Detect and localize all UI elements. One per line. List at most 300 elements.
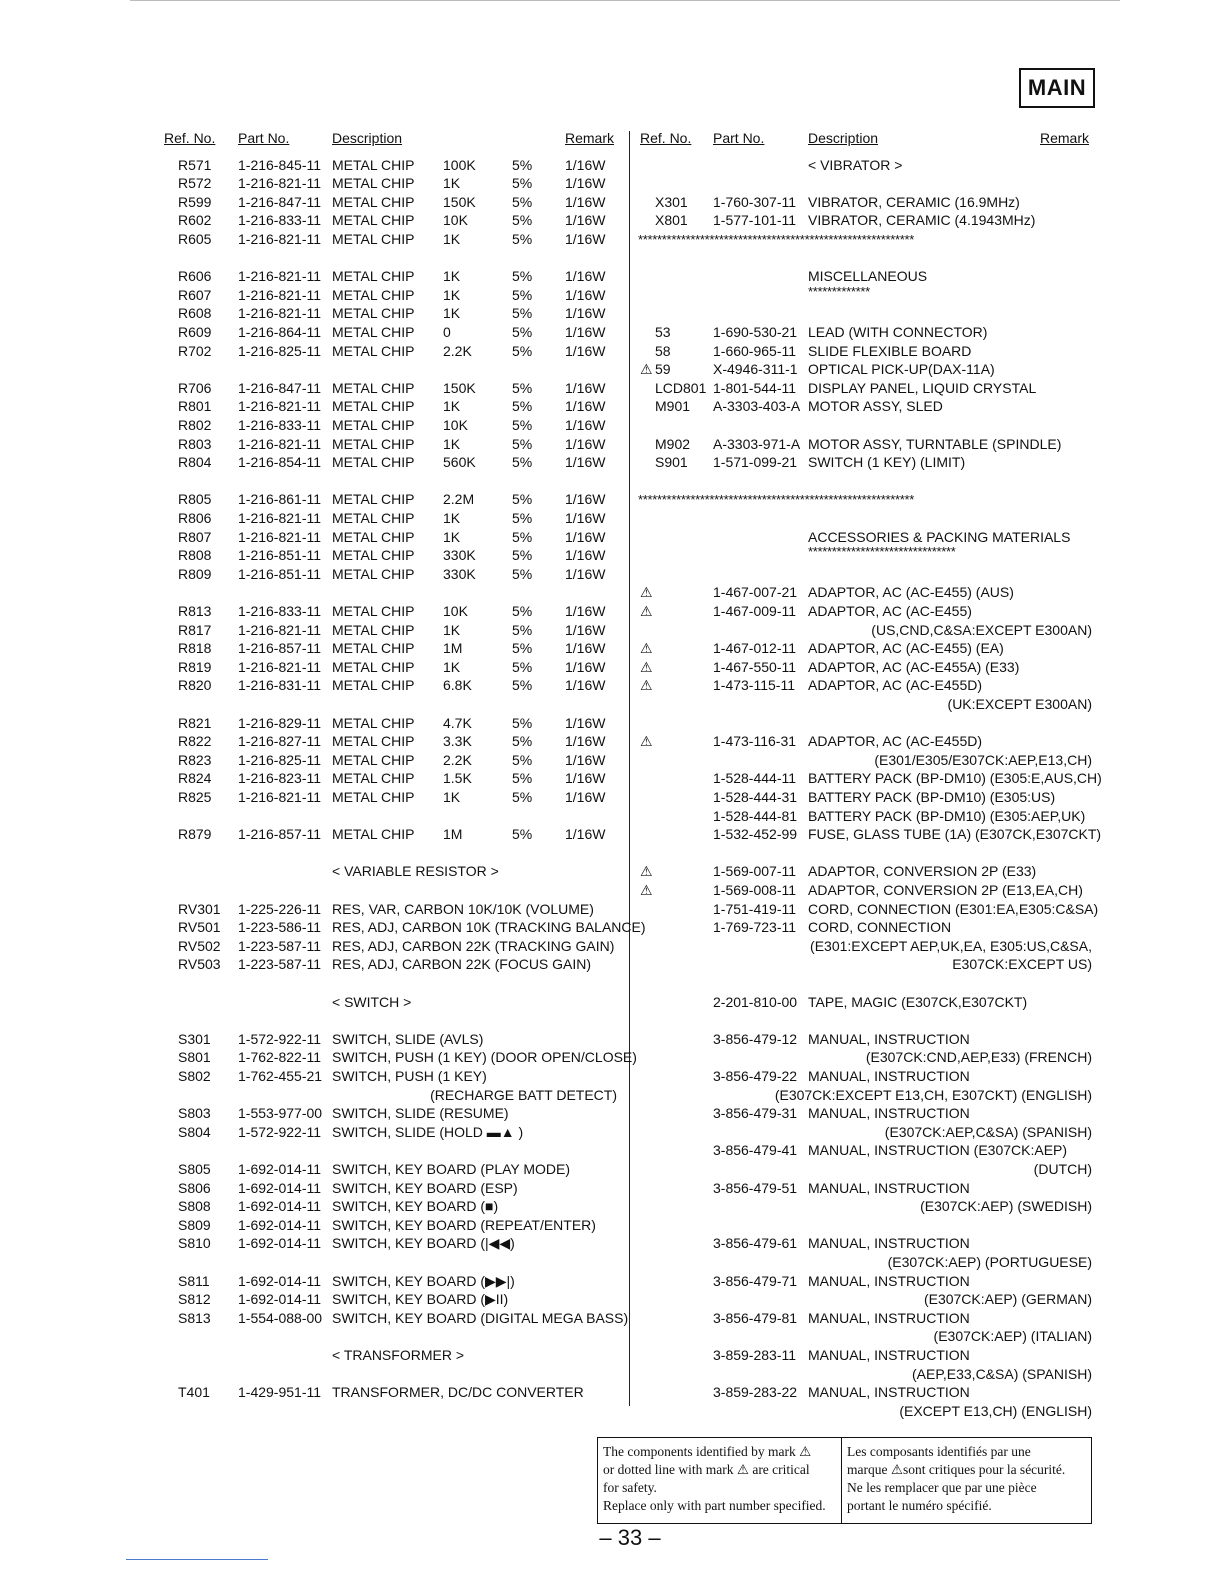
tolerance: 5%: [512, 677, 533, 694]
warning-icon: ⚠: [640, 677, 653, 694]
value: 6.8K: [443, 677, 472, 694]
description: ADAPTOR, AC (AC-E455D): [808, 677, 983, 694]
ref-no: R817: [178, 621, 212, 638]
part-no: 1-760-307-11: [713, 193, 797, 210]
description: METAL CHIP: [332, 342, 415, 359]
description: SWITCH, KEY BOARD (■): [332, 1198, 499, 1215]
part-no: 1-216-829-11: [238, 714, 322, 731]
header-remark: Remark: [565, 130, 615, 146]
part-no: 1-216-854-11: [238, 454, 322, 471]
remark: 1/16W: [565, 714, 606, 731]
value: 1K: [443, 435, 461, 452]
ref-no: S804: [178, 1123, 211, 1140]
description: METAL CHIP: [332, 323, 415, 340]
description: SWITCH, KEY BOARD (PLAY MODE): [332, 1160, 571, 1177]
separator-stars: **********************************************************: [638, 492, 915, 508]
tolerance: 5%: [512, 565, 533, 582]
description: SWITCH, KEY BOARD (▶II): [332, 1291, 509, 1308]
description: METAL CHIP: [332, 286, 415, 303]
description: METAL CHIP: [332, 751, 415, 768]
part-no: 1-216-851-11: [238, 565, 322, 582]
description: BATTERY PACK (BP-DM10) (E305:AEP,UK): [808, 807, 1086, 824]
value: 1K: [443, 398, 461, 415]
value: 150K: [443, 193, 476, 210]
remark: 1/16W: [565, 565, 606, 582]
ref-no: R608: [178, 305, 212, 322]
column-divider: [629, 131, 630, 1406]
remark: 1/16W: [565, 658, 606, 675]
ref-no: 58: [655, 342, 671, 359]
ref-no: R607: [178, 286, 212, 303]
ref-no: R879: [178, 826, 212, 843]
value: 4.7K: [443, 714, 472, 731]
value: 10K: [443, 212, 468, 229]
part-no: 1-692-014-11: [238, 1235, 322, 1252]
value: 1K: [443, 658, 461, 675]
ref-no: R609: [178, 323, 212, 340]
ref-no: R572: [178, 175, 212, 192]
tolerance: 5%: [512, 342, 533, 359]
description: MANUAL, INSTRUCTION: [808, 1384, 970, 1401]
part-no: 3-856-479-22: [713, 1067, 798, 1084]
header-part: Part No.: [713, 130, 765, 146]
description-continued: (US,CND,C&SA:EXCEPT E300AN): [871, 621, 1092, 638]
description: METAL CHIP: [332, 212, 415, 229]
top-rule: [130, 0, 1120, 1]
description: ADAPTOR, CONVERSION 2P (E13,EA,CH): [808, 881, 1083, 898]
part-no: 1-216-821-11: [238, 175, 322, 192]
description: DISPLAY PANEL, LIQUID CRYSTAL: [808, 379, 1037, 396]
description: TRANSFORMER, DC/DC CONVERTER: [332, 1384, 584, 1401]
ref-no: R804: [178, 454, 212, 471]
description: RES, ADJ, CARBON 10K (TRACKING BALANCE): [332, 919, 646, 936]
value: 330K: [443, 565, 476, 582]
description: METAL CHIP: [332, 268, 415, 285]
part-no: 1-216-821-11: [238, 230, 322, 247]
ref-no: R818: [178, 640, 212, 657]
tolerance: 5%: [512, 230, 533, 247]
ref-no: RV301: [178, 900, 221, 917]
tolerance: 5%: [512, 640, 533, 657]
part-no: 1-216-821-11: [238, 268, 322, 285]
part-no: 1-216-825-11: [238, 342, 322, 359]
description: METAL CHIP: [332, 770, 415, 787]
description: METAL CHIP: [332, 454, 415, 471]
warning-icon: ⚠: [640, 658, 653, 675]
ref-no: T401: [178, 1384, 210, 1401]
description: METAL CHIP: [332, 565, 415, 582]
ref-no: R702: [178, 342, 212, 359]
part-no: 1-216-851-11: [238, 547, 322, 564]
part-no: 3-856-479-12: [713, 1030, 798, 1047]
header-desc: Description: [332, 130, 403, 146]
remark: 1/16W: [565, 640, 606, 657]
value: 1K: [443, 788, 461, 805]
header-remark: Remark: [1040, 130, 1090, 146]
description: SWITCH, SLIDE (RESUME): [332, 1105, 509, 1122]
description: MANUAL, INSTRUCTION: [808, 1179, 970, 1196]
part-no: 1-216-833-11: [238, 416, 322, 433]
part-no: 1-216-864-11: [238, 323, 322, 340]
part-no: 1-216-861-11: [238, 491, 322, 508]
description: OPTICAL PICK-UP(DAX-11A): [808, 361, 995, 378]
description: SWITCH, KEY BOARD (▶▶|): [332, 1272, 515, 1289]
value: 1K: [443, 268, 461, 285]
ref-no: R809: [178, 565, 212, 582]
tolerance: 5%: [512, 398, 533, 415]
part-no: 1-216-847-11: [238, 193, 322, 210]
description: MANUAL, INSTRUCTION: [808, 1105, 970, 1122]
tolerance: 5%: [512, 268, 533, 285]
part-no: 1-473-115-11: [713, 677, 795, 694]
notice-line: or dotted line with mark ⚠ are critical: [603, 1462, 810, 1477]
description-continued: (E307CK:AEP) (SWEDISH): [920, 1198, 1092, 1215]
tolerance: 5%: [512, 621, 533, 638]
part-no: 1-762-455-21: [238, 1067, 323, 1084]
description: METAL CHIP: [332, 640, 415, 657]
warning-icon: ⚠: [640, 584, 653, 601]
description: METAL CHIP: [332, 435, 415, 452]
description: MANUAL, INSTRUCTION (E307CK:AEP): [808, 1142, 1068, 1159]
description-continued: (E307CK:EXCEPT E13,CH, E307CKT) (ENGLISH): [774, 1086, 1092, 1103]
part-no: A-3303-971-A: [713, 435, 801, 452]
tolerance: 5%: [512, 658, 533, 675]
ref-no: S813: [178, 1309, 211, 1326]
ref-no: S810: [178, 1235, 211, 1252]
description: BATTERY PACK (BP-DM10) (E305:E,AUS,CH): [808, 770, 1102, 787]
value: 2.2K: [443, 342, 472, 359]
notice-line: Ne les remplacer que par une pièce: [847, 1480, 1037, 1495]
value: 100K: [443, 156, 476, 173]
part-no: 1-216-821-11: [238, 658, 322, 675]
part-no: 1-216-833-11: [238, 212, 322, 229]
tolerance: 5%: [512, 491, 533, 508]
ref-no: S802: [178, 1067, 211, 1084]
warning-icon: ⚠: [640, 640, 653, 657]
notice-line: Replace only with part number specified.: [603, 1498, 826, 1513]
remark: 1/16W: [565, 156, 606, 173]
part-no: 3-856-479-41: [713, 1142, 798, 1159]
part-no: 3-859-283-22: [713, 1384, 798, 1401]
description: METAL CHIP: [332, 714, 415, 731]
warning-icon: ⚠: [640, 602, 653, 619]
part-no: 1-801-544-11: [713, 379, 797, 396]
ref-no: R820: [178, 677, 212, 694]
description: SWITCH, KEY BOARD (REPEAT/ENTER): [332, 1216, 596, 1233]
description: ADAPTOR, AC (AC-E455) (AUS): [808, 584, 1014, 601]
ref-no: LCD801: [655, 379, 707, 396]
value: 1.5K: [443, 770, 472, 787]
description: VIBRATOR, CERAMIC (4.1943MHz): [808, 212, 1036, 229]
part-no: 1-532-452-99: [713, 826, 798, 843]
ref-no: R803: [178, 435, 212, 452]
description: METAL CHIP: [332, 733, 415, 750]
safety-notice: [597, 1437, 1092, 1524]
remark: 1/16W: [565, 602, 606, 619]
description: RES, VAR, CARBON 10K/10K (VOLUME): [332, 900, 594, 917]
description: SWITCH (1 KEY) (LIMIT): [808, 454, 966, 471]
tolerance: 5%: [512, 547, 533, 564]
part-no: 1-569-007-11: [713, 863, 797, 880]
ref-no: R602: [178, 212, 212, 229]
description: ADAPTOR, AC (AC-E455A) (E33): [808, 658, 1020, 675]
tolerance: 5%: [512, 509, 533, 526]
ref-no: S803: [178, 1105, 211, 1122]
remark: 1/16W: [565, 770, 606, 787]
description: MOTOR ASSY, TURNTABLE (SPINDLE): [808, 435, 1062, 452]
part-no: 1-762-822-11: [238, 1049, 322, 1066]
part-no: 1-751-419-11: [713, 900, 797, 917]
remark: 1/16W: [565, 379, 606, 396]
part-no: 1-216-821-11: [238, 305, 322, 322]
tolerance: 5%: [512, 212, 533, 229]
part-no: 1-692-014-11: [238, 1272, 322, 1289]
description: LEAD (WITH CONNECTOR): [808, 323, 988, 340]
part-no: 1-216-827-11: [238, 733, 322, 750]
ref-no: X301: [655, 193, 688, 210]
warning-icon: ⚠: [640, 881, 653, 898]
ref-no: S805: [178, 1160, 211, 1177]
header-ref: Ref. No.: [164, 130, 216, 146]
value: 1K: [443, 305, 461, 322]
notice-line: Les composants identifiés par une: [847, 1444, 1031, 1459]
part-no: 1-216-821-11: [238, 528, 322, 545]
tolerance: 5%: [512, 323, 533, 340]
ref-no: R599: [178, 193, 212, 210]
description: METAL CHIP: [332, 509, 415, 526]
remark: 1/16W: [565, 193, 606, 210]
part-no: 1-572-922-11: [238, 1123, 322, 1140]
ref-no: R606: [178, 268, 212, 285]
section-heading: < VARIABLE RESISTOR >: [332, 863, 499, 880]
heading-stars: *******************************: [808, 544, 956, 560]
tolerance: 5%: [512, 733, 533, 750]
part-no: 1-572-922-11: [238, 1030, 322, 1047]
part-no: 1-569-008-11: [713, 881, 797, 898]
description: METAL CHIP: [332, 230, 415, 247]
notice-line: marque ⚠sont critiques pour la sécurité.: [847, 1462, 1066, 1477]
remark: 1/16W: [565, 733, 606, 750]
part-no: 1-216-845-11: [238, 156, 322, 173]
part-no: 1-223-586-11: [238, 919, 322, 936]
remark: 1/16W: [565, 677, 606, 694]
remark: 1/16W: [565, 398, 606, 415]
ref-no: R822: [178, 733, 212, 750]
tolerance: 5%: [512, 435, 533, 452]
ref-no: 59: [655, 361, 671, 378]
value: 1M: [443, 640, 463, 657]
description-continued: (RECHARGE BATT DETECT): [430, 1086, 617, 1103]
description: MANUAL, INSTRUCTION: [808, 1309, 970, 1326]
value: 1K: [443, 621, 461, 638]
description: METAL CHIP: [332, 175, 415, 192]
description-continued: (AEP,E33,C&SA) (SPANISH): [912, 1365, 1092, 1382]
description: METAL CHIP: [332, 658, 415, 675]
notice-line: The components identified by mark ⚠: [603, 1444, 812, 1459]
ref-no: S801: [178, 1049, 211, 1066]
ref-no: R824: [178, 770, 212, 787]
tolerance: 5%: [512, 454, 533, 471]
part-no: 1-216-821-11: [238, 621, 322, 638]
header-ref: Ref. No.: [640, 130, 692, 146]
value: 2.2M: [443, 491, 475, 508]
part-no: 1-216-857-11: [238, 640, 322, 657]
ref-no: R571: [178, 156, 212, 173]
remark: 1/16W: [565, 323, 606, 340]
part-no: 1-528-444-81: [713, 807, 798, 824]
description: MANUAL, INSTRUCTION: [808, 1067, 970, 1084]
part-no: 1-473-116-31: [713, 733, 797, 750]
description: ADAPTOR, AC (AC-E455D): [808, 733, 983, 750]
description: METAL CHIP: [332, 416, 415, 433]
value: 0: [443, 323, 451, 340]
description: SWITCH, SLIDE (HOLD ▬▲ ): [332, 1123, 524, 1140]
description-continued: (EXCEPT E13,CH) (ENGLISH): [899, 1402, 1092, 1419]
ref-no: S301: [178, 1030, 211, 1047]
description: SWITCH, KEY BOARD (|◀◀): [332, 1235, 515, 1252]
description: METAL CHIP: [332, 826, 415, 843]
part-no: 1-216-847-11: [238, 379, 322, 396]
part-no: 1-467-012-11: [713, 640, 797, 657]
part-no: 1-577-101-11: [713, 212, 797, 229]
ref-no: S809: [178, 1216, 211, 1233]
description: CORD, CONNECTION (E301:EA,E305:C&SA): [808, 900, 1099, 917]
section-heading: < TRANSFORMER >: [332, 1346, 464, 1363]
part-no: 1-553-977-00: [238, 1105, 323, 1122]
value: 150K: [443, 379, 476, 396]
part-no: 1-223-587-11: [238, 937, 322, 954]
tolerance: 5%: [512, 416, 533, 433]
remark: 1/16W: [565, 212, 606, 229]
part-no: 1-216-821-11: [238, 788, 322, 805]
description: ADAPTOR, AC (AC-E455) (EA): [808, 640, 1004, 657]
value: 1K: [443, 286, 461, 303]
remark: 1/16W: [565, 491, 606, 508]
tolerance: 5%: [512, 193, 533, 210]
ref-no: 53: [655, 323, 671, 340]
part-no: 1-528-444-31: [713, 788, 798, 805]
description: MANUAL, INSTRUCTION: [808, 1272, 970, 1289]
separator-stars: **********************************************************: [638, 231, 915, 247]
part-no: 1-692-014-11: [238, 1179, 322, 1196]
tolerance: 5%: [512, 156, 533, 173]
part-no: 2-201-810-00: [713, 993, 798, 1010]
part-no: 1-554-088-00: [238, 1309, 323, 1326]
description-continued: (DUTCH): [1033, 1160, 1092, 1177]
description: SWITCH, KEY BOARD (DIGITAL MEGA BASS): [332, 1309, 629, 1326]
remark: 1/16W: [565, 268, 606, 285]
part-no: 3-856-479-51: [713, 1179, 798, 1196]
heading-stars: *************: [808, 283, 870, 299]
remark: 1/16W: [565, 547, 606, 564]
description: SLIDE FLEXIBLE BOARD: [808, 342, 972, 359]
tolerance: 5%: [512, 528, 533, 545]
description-continued: (E307CK:AEP) (PORTUGUESE): [887, 1253, 1092, 1270]
description: MANUAL, INSTRUCTION: [808, 1346, 970, 1363]
tolerance: 5%: [512, 751, 533, 768]
part-no: A-3303-403-A: [713, 398, 801, 415]
tolerance: 5%: [512, 602, 533, 619]
section-badge: MAIN: [1019, 68, 1095, 108]
remark: 1/16W: [565, 826, 606, 843]
footer-rule: [126, 1559, 268, 1560]
description: SWITCH, PUSH (1 KEY) (DOOR OPEN/CLOSE): [332, 1049, 637, 1066]
part-no: 1-692-014-11: [238, 1198, 322, 1215]
remark: 1/16W: [565, 788, 606, 805]
description: METAL CHIP: [332, 677, 415, 694]
description: SWITCH, PUSH (1 KEY): [332, 1067, 487, 1084]
value: 1K: [443, 509, 461, 526]
warning-icon: ⚠: [640, 733, 653, 750]
description: MANUAL, INSTRUCTION: [808, 1235, 970, 1252]
part-no: 1-660-965-11: [713, 342, 797, 359]
description-continued: (E307CK:AEP) (GERMAN): [923, 1291, 1092, 1308]
description: METAL CHIP: [332, 621, 415, 638]
part-no: 3-856-479-31: [713, 1105, 798, 1122]
part-no: 1-467-007-21: [713, 584, 798, 601]
description-continued: (E307CK:AEP,C&SA) (SPANISH): [884, 1123, 1092, 1140]
part-no: 1-692-014-11: [238, 1160, 322, 1177]
part-no: 1-216-825-11: [238, 751, 322, 768]
value: 3.3K: [443, 733, 472, 750]
remark: 1/16W: [565, 751, 606, 768]
header-desc: Description: [808, 130, 879, 146]
ref-no: R808: [178, 547, 212, 564]
part-no: 1-692-014-11: [238, 1291, 322, 1308]
remark: 1/16W: [565, 621, 606, 638]
value: 1M: [443, 826, 463, 843]
description: ADAPTOR, AC (AC-E455): [808, 602, 972, 619]
part-no: 3-856-479-61: [713, 1235, 798, 1252]
value: 1K: [443, 175, 461, 192]
part-no: 3-856-479-71: [713, 1272, 798, 1289]
ref-no: R823: [178, 751, 212, 768]
description: SWITCH, SLIDE (AVLS): [332, 1030, 484, 1047]
value: 2.2K: [443, 751, 472, 768]
value: 1K: [443, 528, 461, 545]
section-heading: MISCELLANEOUS: [808, 268, 928, 285]
section-heading: < SWITCH >: [332, 993, 412, 1010]
ref-no: R821: [178, 714, 212, 731]
ref-no: RV502: [178, 937, 221, 954]
part-no: 3-859-283-11: [713, 1346, 797, 1363]
description-continued: (E301:EXCEPT AEP,UK,EA, E305:US,C&SA,: [810, 937, 1092, 954]
part-no: 1-429-951-11: [238, 1384, 322, 1401]
part-no: 1-769-723-11: [713, 919, 797, 936]
description: METAL CHIP: [332, 305, 415, 322]
description: RES, ADJ, CARBON 22K (TRACKING GAIN): [332, 937, 615, 954]
description: BATTERY PACK (BP-DM10) (E305:US): [808, 788, 1056, 805]
ref-no: R813: [178, 602, 212, 619]
description: METAL CHIP: [332, 491, 415, 508]
ref-no: R801: [178, 398, 212, 415]
description: METAL CHIP: [332, 398, 415, 415]
description: MANUAL, INSTRUCTION: [808, 1030, 970, 1047]
description-continued: (E301/E305/E307CK:AEP,E13,CH): [874, 751, 1092, 768]
remark: 1/16W: [565, 509, 606, 526]
ref-no: X801: [655, 212, 688, 229]
part-no: X-4946-311-1: [713, 361, 798, 378]
description: METAL CHIP: [332, 602, 415, 619]
part-no: 1-692-014-11: [238, 1216, 322, 1233]
description: VIBRATOR, CERAMIC (16.9MHz): [808, 193, 1020, 210]
description: SWITCH, KEY BOARD (ESP): [332, 1179, 518, 1196]
ref-no: R605: [178, 230, 212, 247]
part-no: 1-216-821-11: [238, 286, 322, 303]
part-no: 1-216-831-11: [238, 677, 322, 694]
ref-no: R805: [178, 491, 212, 508]
ref-no: R825: [178, 788, 212, 805]
